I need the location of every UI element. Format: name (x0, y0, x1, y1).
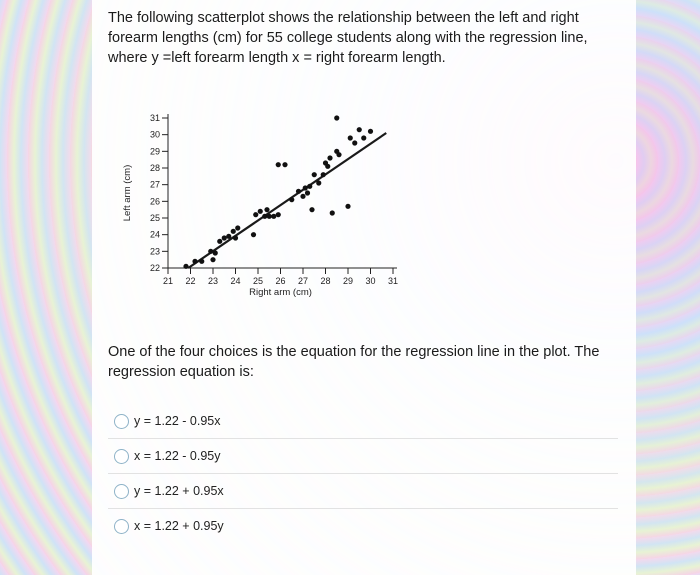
data-point (262, 214, 267, 219)
data-point (303, 185, 308, 190)
option-label: y = 1.22 + 0.95x (134, 484, 224, 498)
y-tick-label: 26 (149, 196, 160, 207)
data-point (321, 172, 326, 177)
data-point (348, 135, 353, 140)
data-point (357, 127, 362, 132)
question-prompt: One of the four choices is the equation for the regression line in the plot. The regression equation is: (108, 344, 600, 380)
option-0[interactable] (108, 404, 618, 438)
data-point (282, 162, 287, 167)
data-point (231, 229, 236, 234)
answer-options (108, 404, 618, 543)
data-point (199, 259, 204, 264)
data-point (183, 264, 188, 269)
data-point (258, 209, 263, 214)
data-point (312, 172, 317, 177)
data-point (330, 210, 335, 215)
data-point (327, 155, 332, 160)
radio-button-icon[interactable] (114, 484, 129, 499)
x-axis-label: Right arm (cm) (249, 287, 312, 298)
x-tick-label: 31 (387, 276, 399, 286)
x-tick-label: 26 (275, 276, 286, 286)
data-point (222, 235, 227, 240)
x-tick-label: 22 (185, 276, 196, 286)
data-point (334, 115, 339, 120)
radio-button-icon[interactable] (114, 449, 129, 464)
y-tick-label: 28 (149, 163, 160, 173)
option-3[interactable] (108, 508, 618, 543)
data-point (300, 194, 305, 199)
data-point (253, 212, 258, 217)
option-2[interactable] (108, 473, 618, 508)
y-tick-label: 27 (149, 179, 160, 190)
y-tick-label: 29 (149, 146, 160, 157)
data-point (307, 184, 312, 189)
data-point (296, 189, 301, 194)
data-point (233, 235, 238, 240)
data-point (325, 164, 330, 169)
data-point (276, 162, 281, 167)
y-tick-label: 23 (149, 246, 160, 257)
x-tick-label: 25 (252, 276, 264, 286)
data-point (192, 259, 197, 264)
data-point (213, 250, 218, 255)
y-tick-label: 25 (149, 213, 160, 223)
option-label: x = 1.22 - 0.95y (134, 449, 221, 463)
data-point (368, 129, 373, 134)
x-tick-label: 30 (365, 276, 376, 286)
y-tick-label: 24 (149, 229, 160, 240)
option-label: x = 1.22 + 0.95y (134, 519, 224, 533)
x-tick-label: 29 (342, 276, 354, 286)
data-point (352, 140, 357, 145)
y-tick-label: 22 (149, 263, 160, 273)
data-point (235, 225, 240, 230)
x-tick-label: 21 (162, 276, 174, 286)
data-point (289, 197, 294, 202)
x-tick-label: 23 (207, 276, 219, 286)
data-point (208, 249, 213, 254)
x-tick-label: 27 (297, 276, 309, 286)
data-point (316, 180, 321, 185)
data-point (276, 212, 281, 217)
y-axis-label: Left arm (cm) (122, 164, 133, 222)
x-tick-label: 24 (230, 276, 241, 286)
regression-line (188, 133, 386, 268)
data-point (210, 257, 215, 262)
scatterplot (110, 100, 410, 315)
option-1[interactable] (108, 438, 618, 473)
data-point (345, 204, 350, 209)
data-point (264, 207, 269, 212)
data-point (361, 135, 366, 140)
data-point (226, 234, 231, 239)
question-text: The following scatterplot shows the relationship between the left and right forearm lengths (cm) for 55 college students along with the regression line, where y =left forearm length x = right forearm length. (108, 10, 588, 66)
data-point (309, 207, 314, 212)
data-point (267, 214, 272, 219)
y-tick-label: 30 (149, 129, 160, 140)
data-point (271, 214, 276, 219)
data-point (305, 190, 310, 195)
data-point (336, 152, 341, 157)
x-tick-label: 28 (320, 276, 331, 286)
radio-button-icon[interactable] (114, 519, 129, 534)
y-tick-label: 31 (149, 113, 160, 123)
data-point (251, 232, 256, 237)
radio-button-icon[interactable] (114, 414, 129, 429)
data-point (217, 239, 222, 244)
option-label: y = 1.22 - 0.95x (134, 414, 221, 428)
